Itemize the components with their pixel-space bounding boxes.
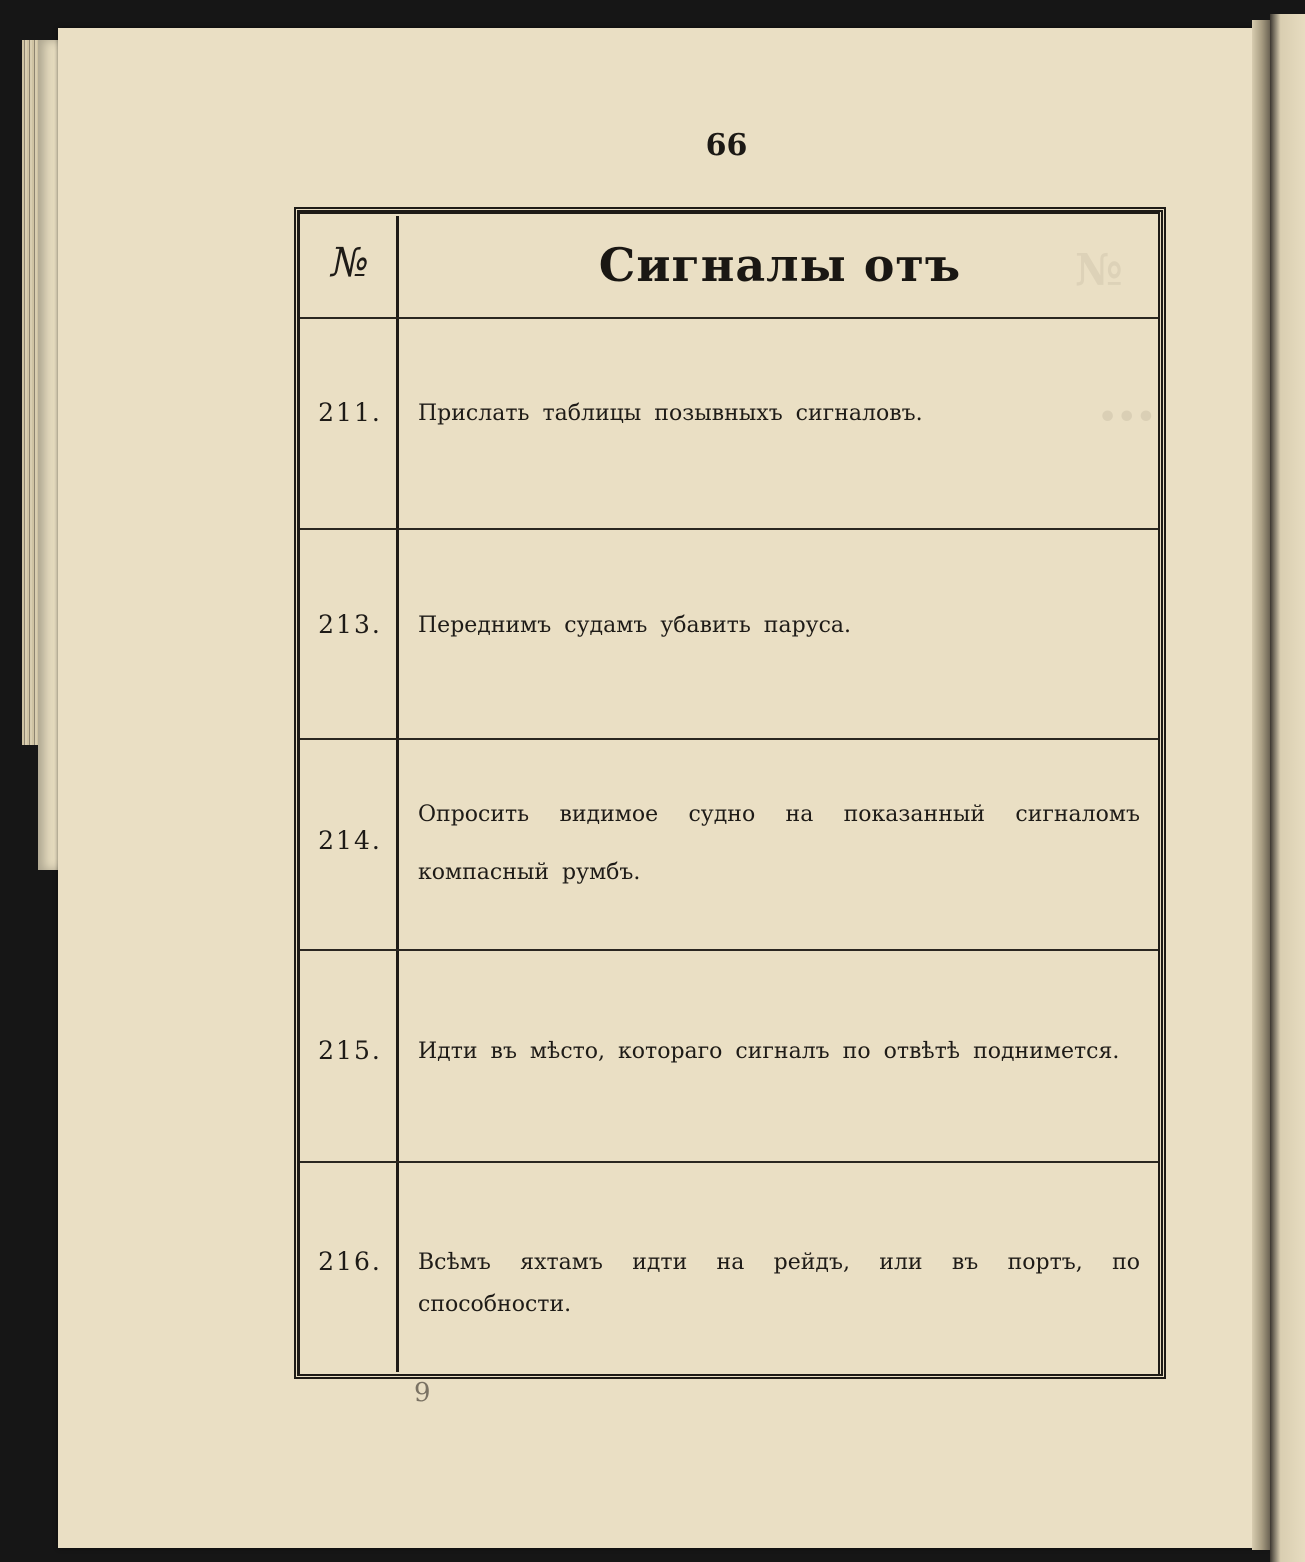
row-divider [300,528,1158,530]
signal-number: 213. [318,610,382,639]
row-divider [300,1161,1158,1163]
signal-text: Опросить видимое судно на показанный сигналомъ компасный румбъ. [418,802,1140,885]
facing-page-edge [1270,14,1305,1562]
signal-text: Всѣмъ яхтамъ идти на рейдъ, или въ портъ, по способности. [418,1250,1140,1317]
bleed-through: № [1075,245,1123,296]
signal-number: 215. [318,1036,382,1065]
page-number: 66 [705,128,748,163]
signal-number: 214. [318,826,382,855]
table-title: Сигналы отъ [598,238,962,292]
column-divider [396,216,399,1372]
signal-number: 211. [318,398,382,427]
row-divider [300,738,1158,740]
page-fold [1252,20,1272,1550]
signal-text: Прислать таблицы позывныхъ сигналовъ. [418,401,923,426]
row-divider [300,317,1158,319]
signal-text: Переднимъ судамъ убавить паруса. [418,613,852,638]
number-column-header: № [331,240,369,286]
signature-mark: 9 [414,1378,431,1408]
signal-text: Идти въ мѣсто, котораго сигналъ по отвѣтѣ поднимется. [418,1039,1120,1064]
signal-number: 216. [318,1247,382,1276]
bleed-through: ••• [1098,400,1156,435]
row-divider [300,949,1158,951]
